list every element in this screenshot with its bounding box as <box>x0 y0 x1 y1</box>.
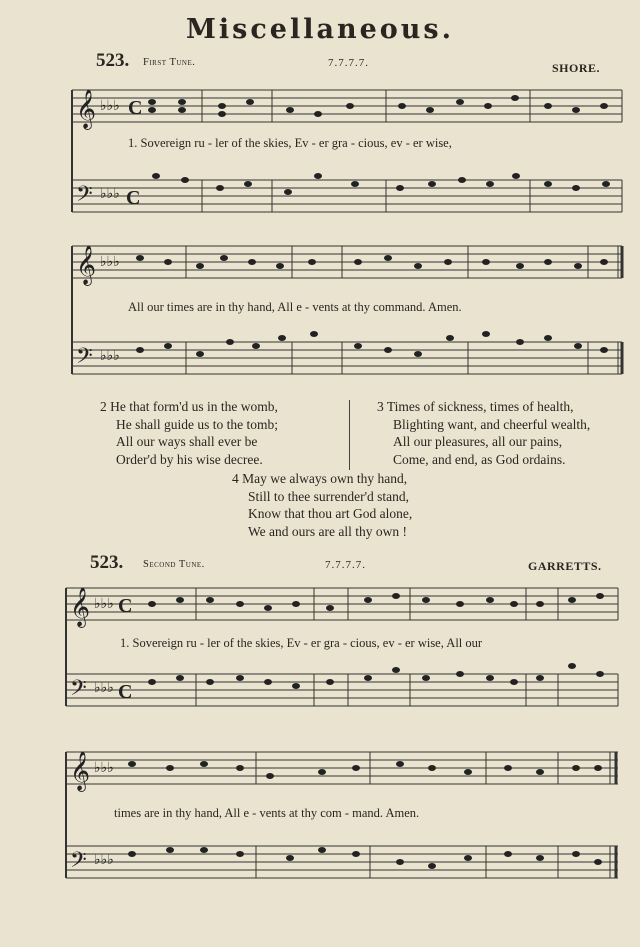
svg-text:𝄞: 𝄞 <box>70 751 91 791</box>
verse-line: Order'd by his wise decree. <box>116 451 263 467</box>
verse-line: All our ways shall ever be <box>116 434 258 449</box>
svg-text:𝄞: 𝄞 <box>76 89 97 129</box>
verse-line: Still to thee surrender'd stand, <box>248 488 410 504</box>
svg-text:♭♭♭: ♭♭♭ <box>94 853 114 868</box>
verse-line: He shall guide us to the tomb; <box>116 416 278 432</box>
lyrics-line: 1. Sovereign ru - ler of the skies, Ev - er gra - cious, ev - er wise, All our <box>120 636 483 650</box>
svg-text:𝄢: 𝄢 <box>76 182 93 212</box>
verse-line: 4 May we always own thy hand, <box>232 471 408 486</box>
page-heading: Miscellaneous. <box>185 14 455 45</box>
verse-divider <box>349 400 350 470</box>
svg-text:C: C <box>118 681 133 703</box>
meter: 7.7.7.7. <box>325 559 366 571</box>
tune-label: First Tune. <box>143 57 196 68</box>
verse-2 <box>100 398 278 468</box>
svg-text:♭♭♭: ♭♭♭ <box>94 761 114 776</box>
verse-line: All our pleasures, all our pains, <box>393 434 563 449</box>
verse-line: 3 Times of sickness, times of health, <box>377 399 574 414</box>
svg-text:C: C <box>128 97 143 119</box>
hymn-number: 523. <box>96 50 130 71</box>
verse-line: We and ours are all thy own ! <box>248 523 407 539</box>
svg-text:𝄞: 𝄞 <box>76 245 97 285</box>
svg-text:𝄢: 𝄢 <box>76 344 93 374</box>
verse-4 <box>232 470 412 540</box>
svg-text:♭♭♭: ♭♭♭ <box>94 597 114 612</box>
svg-text:𝄢: 𝄢 <box>70 848 87 878</box>
verse-line: 2 He that form'd us in the womb, <box>100 399 278 414</box>
verse-line: Come, and end, as God ordains. <box>393 451 566 467</box>
tune-name: GARRETTS. <box>528 559 602 573</box>
svg-text:♭♭♭: ♭♭♭ <box>100 187 120 202</box>
svg-text:♭♭♭: ♭♭♭ <box>100 99 120 114</box>
svg-text:𝄢: 𝄢 <box>70 676 87 706</box>
lyrics-line: times are in thy hand, All e - vents at thy com - mand. Amen. <box>114 806 420 820</box>
svg-text:♭♭♭: ♭♭♭ <box>100 255 120 270</box>
svg-text:♭♭♭: ♭♭♭ <box>94 681 114 696</box>
music-system-3 <box>0 580 640 725</box>
hymn-number: 523. <box>90 552 124 573</box>
tune-label: Second Tune. <box>143 559 205 570</box>
meter: 7.7.7.7. <box>328 57 369 69</box>
lyrics-line: All our times are in thy hand, All e - vents at thy command. Amen. <box>128 300 462 314</box>
music-system-1 <box>0 80 640 225</box>
svg-text:♭♭♭: ♭♭♭ <box>100 349 120 364</box>
lyrics-line: 1. Sovereign ru - ler of the skies, Ev - er gra - cious, ev - er wise, <box>128 136 452 150</box>
svg-text:C: C <box>126 187 141 209</box>
verse-line: Blighting want, and cheerful wealth, <box>393 416 591 432</box>
verse-line: Know that thou art God alone, <box>248 506 413 521</box>
svg-text:C: C <box>118 595 133 617</box>
verse-3 <box>377 398 590 468</box>
tune-name: SHORE. <box>552 61 601 75</box>
svg-text:𝄞: 𝄞 <box>70 587 91 627</box>
